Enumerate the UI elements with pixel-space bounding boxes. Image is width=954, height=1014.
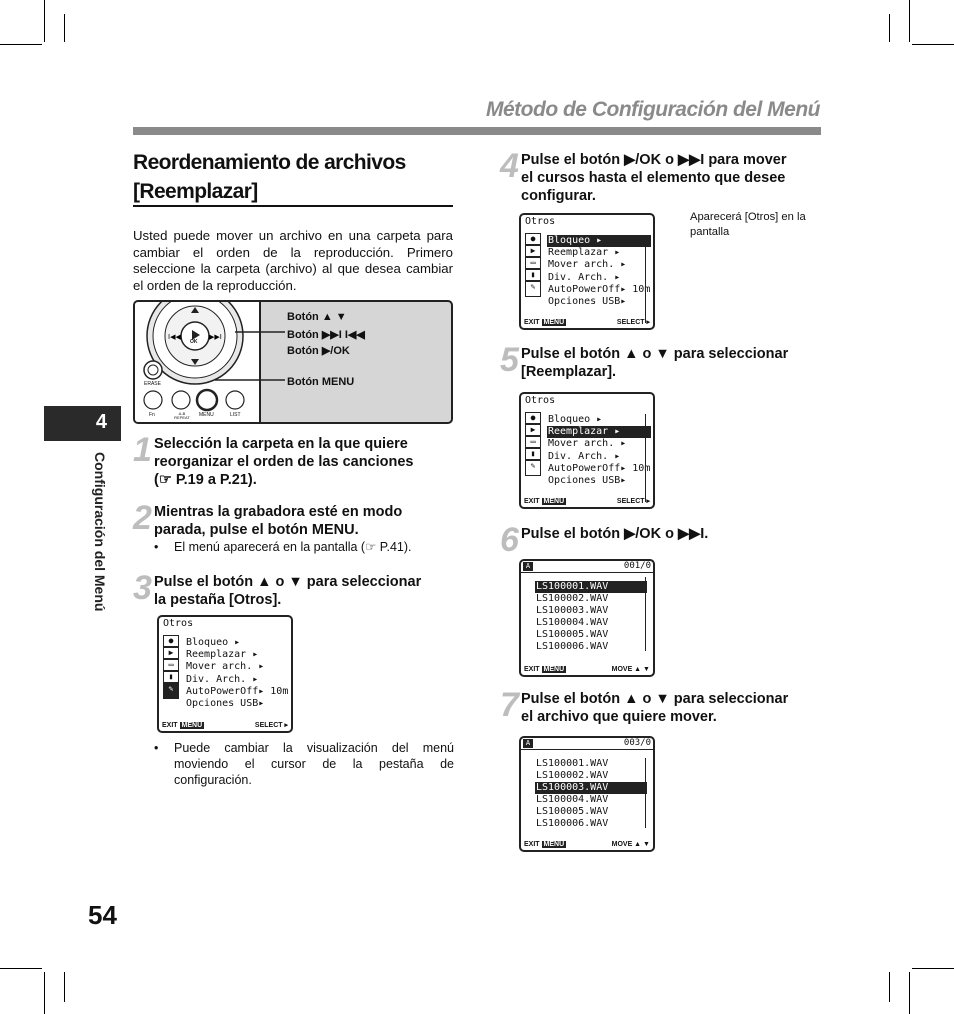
erase-label: ERASE [144, 381, 161, 387]
step-text-line: reorganizar el orden de las canciones [154, 454, 414, 470]
menu-key-label: MENU [543, 666, 565, 673]
label-up-down: Botón ▲ ▼ [287, 311, 347, 323]
step-text [154, 503, 402, 539]
menu-screen-step5 [519, 392, 655, 509]
select-label: SELECT ▸ [616, 498, 650, 505]
play-icon: ▶ [525, 424, 541, 436]
screen-tab-icons [525, 233, 543, 297]
page-number: 54 [88, 900, 117, 930]
label-ff-rew: Botón ▶▶I I◀◀ [287, 329, 365, 341]
display-icon: ▭ [525, 257, 541, 269]
crop-mark [44, 972, 45, 1014]
section-rule [133, 205, 453, 207]
mic-icon: ● [163, 635, 179, 647]
label-play-ok: Botón ▶/OK [287, 345, 350, 357]
display-icon: ▭ [163, 659, 179, 671]
key-fn-label: Fn [149, 412, 155, 418]
step-text-line: Pulse el botón ▲ o ▼ para seleccionar [521, 346, 789, 362]
step-number: 7 [500, 686, 519, 724]
key-menu-label: MENU [199, 412, 214, 418]
step-text-line: Mientras la grabadora esté en modo [154, 504, 403, 520]
folder-a-icon: A [523, 562, 533, 571]
crop-mark [64, 14, 65, 42]
menu-item: Bloqueo ▸ [548, 414, 603, 425]
screen-tab-icons [525, 412, 543, 476]
svg-text:▶▶I: ▶▶I [209, 333, 222, 341]
menu-item: Div. Arch. ▸ [548, 450, 621, 462]
ok-label: OK [190, 339, 198, 345]
file-screen-step6 [519, 559, 655, 677]
menu-item: Div. Arch. ▸ [186, 673, 259, 685]
svg-text:I◀◀: I◀◀ [168, 333, 181, 341]
key-list-label: LIST [230, 412, 241, 418]
crop-mark [909, 0, 910, 42]
menu-key-label: MENU [543, 319, 565, 326]
card-icon: ▮ [163, 671, 179, 683]
mic-icon: ● [525, 233, 541, 245]
step-text [154, 435, 414, 489]
chapter-tab: 4 [44, 406, 121, 441]
step-text-line: Selección la carpeta en la que quiere [154, 436, 408, 452]
step-text-line: [Reemplazar]. [521, 364, 617, 380]
wrench-icon: ✎ [525, 460, 541, 476]
crop-mark [0, 44, 42, 45]
label-menu: Botón MENU [287, 376, 355, 388]
file-item: LS100005.WAV [536, 806, 609, 817]
exit-label: EXIT [524, 666, 540, 673]
file-item: LS100001.WAV [536, 758, 609, 769]
menu-key-label: MENU [543, 841, 565, 848]
crop-mark [909, 972, 910, 1014]
menu-key-label: MENU [181, 722, 203, 729]
file-item: LS100004.WAV [536, 617, 609, 628]
crop-mark [64, 972, 65, 1002]
file-item: LS100006.WAV [536, 641, 609, 652]
wrench-icon: ✎ [525, 281, 541, 297]
menu-item-selected: Bloqueo ▸ [547, 235, 651, 247]
play-icon: ▶ [163, 647, 179, 659]
file-item: LS100002.WAV [536, 593, 609, 604]
step-number: 1 [133, 431, 152, 469]
file-item: LS100002.WAV [536, 770, 609, 781]
crop-mark [0, 968, 42, 969]
exit-label: EXIT [524, 498, 540, 505]
play-icon: ▶ [525, 245, 541, 257]
scrollbar [645, 414, 647, 502]
step-text [521, 525, 708, 543]
select-label: SELECT ▸ [616, 319, 650, 326]
crop-mark [889, 972, 890, 1002]
screen-note: Aparecerá [Otros] en la pantalla [690, 211, 806, 238]
crop-mark [912, 44, 954, 45]
exit-label: EXIT [162, 722, 178, 729]
step-text [154, 573, 421, 609]
file-screen-step7 [519, 736, 655, 852]
scrollbar [645, 758, 647, 828]
section-title [133, 148, 453, 206]
step-text [521, 151, 787, 205]
screen-tab-icons [163, 635, 181, 699]
step-text-line: Pulse el botón ▶/OK o ▶▶I. [521, 526, 709, 542]
wrench-icon: ✎ [163, 683, 179, 699]
bullet-text: El menú aparecerá en la pantalla (☞ P.41). [174, 540, 412, 554]
scrollbar [645, 235, 647, 323]
device-callout-lines [215, 302, 295, 424]
card-icon: ▮ [525, 448, 541, 460]
step-text-line: la pestaña [Otros]. [154, 592, 282, 608]
menu-item: Reemplazar ▸ [186, 649, 259, 661]
menu-item: AutoPowerOff▸ 10m [186, 685, 289, 697]
crop-mark [889, 14, 890, 42]
menu-item: Mover arch. ▸ [186, 661, 265, 673]
move-label: MOVE ▲ ▼ [611, 666, 650, 673]
mic-icon: ● [525, 412, 541, 424]
step-number: 4 [500, 147, 519, 185]
step-text-line: Pulse el botón ▶/OK o ▶▶I para mover [521, 152, 787, 168]
folder-a-icon: A [523, 739, 533, 748]
file-item: LS100005.WAV [536, 629, 609, 640]
section-title-line2: [Reemplazar] [133, 180, 258, 203]
step-number: 3 [133, 569, 152, 607]
step-number: 6 [500, 521, 519, 559]
bullet-text: Puede cambiar la visualización del menú moviendo el cursor de la pestaña de configuración. [174, 741, 454, 787]
file-counter: 003/0 [623, 738, 651, 748]
file-item: LS100004.WAV [536, 794, 609, 805]
step-text-line: (☞ P.19 a P.21). [154, 472, 257, 488]
step-text-line: parada, pulse el botón MENU. [154, 522, 359, 538]
exit-label: EXIT [524, 319, 540, 326]
step-text [521, 690, 788, 726]
menu-screen-step3 [157, 615, 293, 733]
menu-item: Bloqueo ▸ [186, 637, 241, 648]
file-screen-header [521, 561, 653, 573]
step-text-line: el cursos hasta el elemento que desee [521, 170, 786, 186]
menu-key-label: MENU [543, 498, 565, 505]
screen-tab-title: Otros [163, 618, 194, 629]
file-counter: 001/0 [623, 561, 651, 571]
step-text-line: configurar. [521, 188, 596, 204]
menu-item: Reemplazar ▸ [548, 247, 621, 259]
step-text-line: Pulse el botón ▲ o ▼ para seleccionar [521, 691, 789, 707]
display-icon: ▭ [525, 436, 541, 448]
move-label: MOVE ▲ ▼ [611, 841, 650, 848]
scrollbar [645, 577, 647, 651]
menu-item: Mover arch. ▸ [548, 259, 627, 271]
menu-item: Opciones USB▸ [548, 474, 627, 486]
crop-mark [44, 0, 45, 42]
menu-screen-step4 [519, 213, 655, 330]
menu-item: Opciones USB▸ [548, 295, 627, 307]
header-title: Método de Configuración del Menú [486, 98, 820, 121]
menu-item: Mover arch. ▸ [548, 438, 627, 450]
card-icon: ▮ [525, 269, 541, 281]
file-item: LS100006.WAV [536, 818, 609, 829]
header-bar [133, 127, 821, 135]
file-item-selected: LS100001.WAV [535, 581, 647, 593]
file-item-selected: LS100003.WAV [535, 782, 647, 794]
step-number: 2 [133, 499, 152, 537]
step-number: 5 [500, 341, 519, 379]
menu-item: Opciones USB▸ [186, 697, 265, 709]
select-label: SELECT ▸ [254, 722, 288, 729]
exit-label: EXIT [524, 841, 540, 848]
menu-item: AutoPowerOff▸ 10m [548, 283, 651, 295]
intro-paragraph: Usted puede mover un archivo en una carpeta para cambiar el orden de la reproducción. Primero seleccione la carpeta (archivo) al que desea cambiar el orden de la reproducción. [133, 228, 453, 293]
device-illustration [133, 300, 453, 424]
menu-item: AutoPowerOff▸ 10m [548, 462, 651, 474]
chapter-label: Configuración del Menú [92, 452, 108, 612]
screen-tab-title: Otros [525, 395, 556, 406]
screen-tab-title: Otros [525, 216, 556, 227]
step-text-line: Pulse el botón ▲ o ▼ para seleccionar [154, 574, 422, 590]
file-item: LS100003.WAV [536, 605, 609, 616]
menu-item-selected: Reemplazar ▸ [547, 426, 651, 438]
key-ab-label: A-B REPEAT [174, 411, 190, 420]
crop-mark [912, 968, 954, 969]
step-text [521, 345, 788, 381]
menu-item: Div. Arch. ▸ [548, 271, 621, 283]
section-title-line1: Reordenamiento de archivos [133, 151, 406, 174]
step-text-line: el archivo que quiere mover. [521, 709, 717, 725]
file-screen-header [521, 738, 653, 750]
